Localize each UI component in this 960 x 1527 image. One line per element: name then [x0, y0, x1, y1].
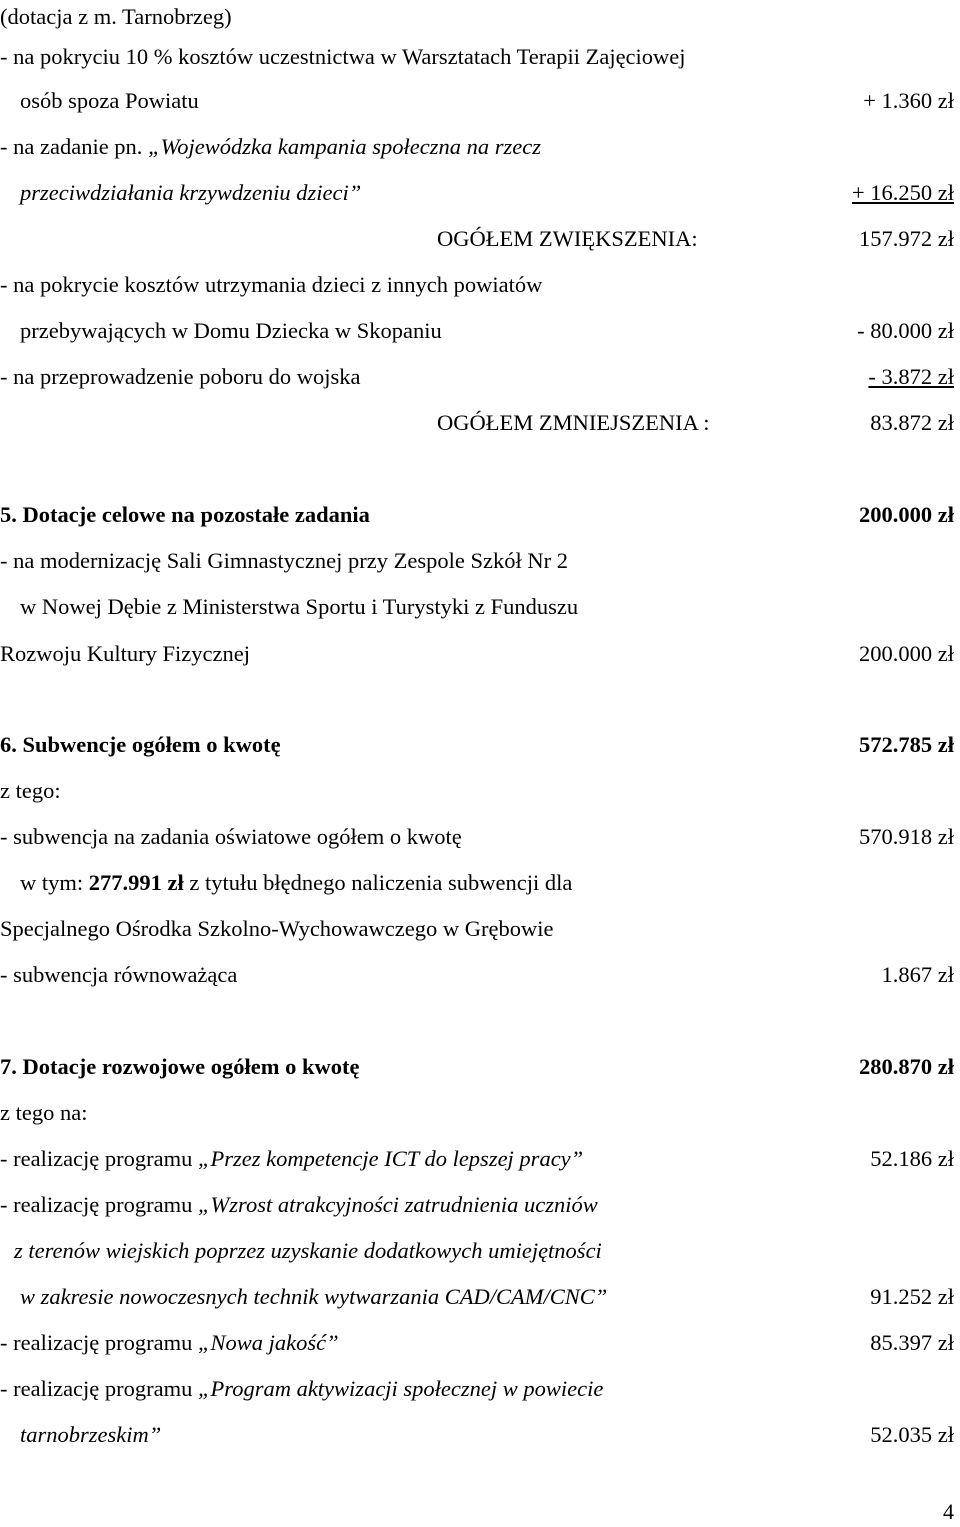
line-children-costs: [0, 268, 960, 302]
section-title: 7. Dotacje rozwojowe ogółem o kwotę: [0, 1054, 360, 1079]
line-text: w tym:: [20, 870, 89, 895]
line-text: - na przeprowadzenie poboru do wojska: [0, 364, 361, 389]
line-culture-fund: [0, 637, 960, 671]
amount-value: 85.397 zł: [870, 1330, 954, 1355]
section-6-heading: [0, 728, 960, 762]
quoted-title: „Przez kompetencje ICT do lepszej pracy”: [198, 1146, 584, 1171]
amount-value: 200.000 zł: [859, 641, 954, 666]
line-text: - na zadanie pn.: [0, 134, 149, 159]
line-text: - realizację programu: [0, 1192, 199, 1217]
line-text: - na modernizację Sali Gimnastycznej przy Zespole Szkół Nr 2: [0, 548, 568, 573]
line-text: - subwencja równoważąca: [0, 962, 238, 987]
amount-value: - 80.000 zł: [857, 318, 954, 343]
line-text: przebywających w Domu Dziecka w Skopaniu: [20, 318, 442, 343]
quoted-title: przeciwdziałania krzywdzeniu dzieci”: [20, 180, 362, 205]
section-value: 200.000 zł: [859, 502, 954, 527]
line-z-tego-na: [0, 1096, 960, 1130]
section-value: 280.870 zł: [859, 1054, 954, 1079]
total-value: 83.872 zł: [870, 410, 954, 435]
amount-value: + 16.250 zł: [851, 180, 954, 205]
line-total-increase: [0, 222, 960, 256]
line-program-quality: [0, 1326, 960, 1360]
amount-value: + 1.360 zł: [863, 88, 954, 113]
line-z-tego: [0, 774, 960, 808]
quoted-title: „Wzrost atrakcyjności zatrudnienia uczniów: [198, 1192, 598, 1217]
line-program-activation-cont: [0, 1418, 960, 1452]
line-text: z tytułu błędnego naliczenia subwencji dla: [183, 870, 573, 895]
total-value: 157.972 zł: [859, 226, 954, 251]
line-program-employment-cont: [0, 1234, 960, 1268]
line-education-subsidy: [0, 820, 960, 854]
line-wtz-outside-powiat: [0, 84, 960, 118]
line-text: z tego:: [0, 778, 61, 803]
section-title: 6. Subwencje ogółem o kwotę: [0, 732, 281, 757]
line-program-activation: [0, 1372, 960, 1406]
quoted-title: w zakresie nowoczesnych technik wytwarzania CAD/CAM/CNC”: [20, 1284, 608, 1309]
total-label: OGÓŁEM ZWIĘKSZENIA:: [437, 226, 698, 251]
line-balancing-subsidy: [0, 958, 960, 992]
line-program-employment: [0, 1188, 960, 1222]
quoted-title: z terenów wiejskich poprzez uzyskanie dodatkowych umiejętności: [14, 1238, 602, 1263]
line-text: - na pokryciu 10 % kosztów uczestnictwa w Warsztatach Terapii Zajęciowej: [0, 44, 686, 69]
amount-value: 1.867 zł: [881, 962, 954, 987]
line-military-draft: [0, 360, 960, 394]
line-of-which: [0, 866, 960, 900]
quoted-title: „Program aktywizacji społecznej w powiecie: [198, 1376, 604, 1401]
line-campaign-title: [0, 130, 960, 164]
quoted-title: „Nowa jakość”: [198, 1330, 339, 1355]
line-program-employment-end: [0, 1280, 960, 1314]
amount-value: - 3.872 zł: [868, 364, 954, 389]
line-text: - realizację programu: [0, 1376, 199, 1401]
line-grebow-school: [0, 912, 960, 946]
line-nowa-deba: [0, 590, 960, 624]
section-7-heading: [0, 1050, 960, 1084]
line-gym-modernization: [0, 544, 960, 578]
section-value: 572.785 zł: [859, 732, 954, 757]
line-program-ict: [0, 1142, 960, 1176]
line-text: Rozwoju Kultury Fizycznej: [0, 641, 250, 666]
line-total-decrease: [0, 406, 960, 440]
line-text: Specjalnego Ośrodka Szkolno-Wychowawczego w Grębowie: [0, 916, 554, 941]
line-text: w Nowej Dębie z Ministerstwa Sportu i Turystyki z Funduszu: [20, 594, 579, 619]
section-title: 5. Dotacje celowe na pozostałe zadania: [0, 502, 370, 527]
page-number: 4: [943, 1499, 954, 1524]
highlighted-amount: 277.991 zł: [88, 870, 184, 895]
line-campaign-title-cont: [0, 176, 960, 210]
quoted-title: „Wojewódzka kampania społeczna na rzecz: [148, 134, 541, 159]
line-dotacja-tarnobrzeg: [0, 0, 960, 34]
line-text: - subwencja na zadania oświatowe ogółem o kwotę: [0, 824, 462, 849]
amount-value: 52.186 zł: [870, 1146, 954, 1171]
amount-value: 570.918 zł: [859, 824, 954, 849]
line-text: - na pokrycie kosztów utrzymania dzieci z innych powiatów: [0, 272, 543, 297]
line-text: - realizację programu: [0, 1330, 199, 1355]
line-text: (dotacja z m. Tarnobrzeg): [0, 4, 232, 29]
line-text: - realizację programu: [0, 1146, 199, 1171]
section-5-heading: [0, 498, 960, 532]
line-text: osób spoza Powiatu: [20, 88, 199, 113]
line-text: z tego na:: [0, 1100, 88, 1125]
amount-value: 52.035 zł: [870, 1422, 954, 1447]
total-label: OGÓŁEM ZMNIEJSZENIA :: [437, 410, 710, 435]
amount-value: 91.252 zł: [870, 1284, 954, 1309]
line-skopanie-home: [0, 314, 960, 348]
line-wtz-costs: [0, 40, 960, 74]
quoted-title: tarnobrzeskim”: [20, 1422, 162, 1447]
